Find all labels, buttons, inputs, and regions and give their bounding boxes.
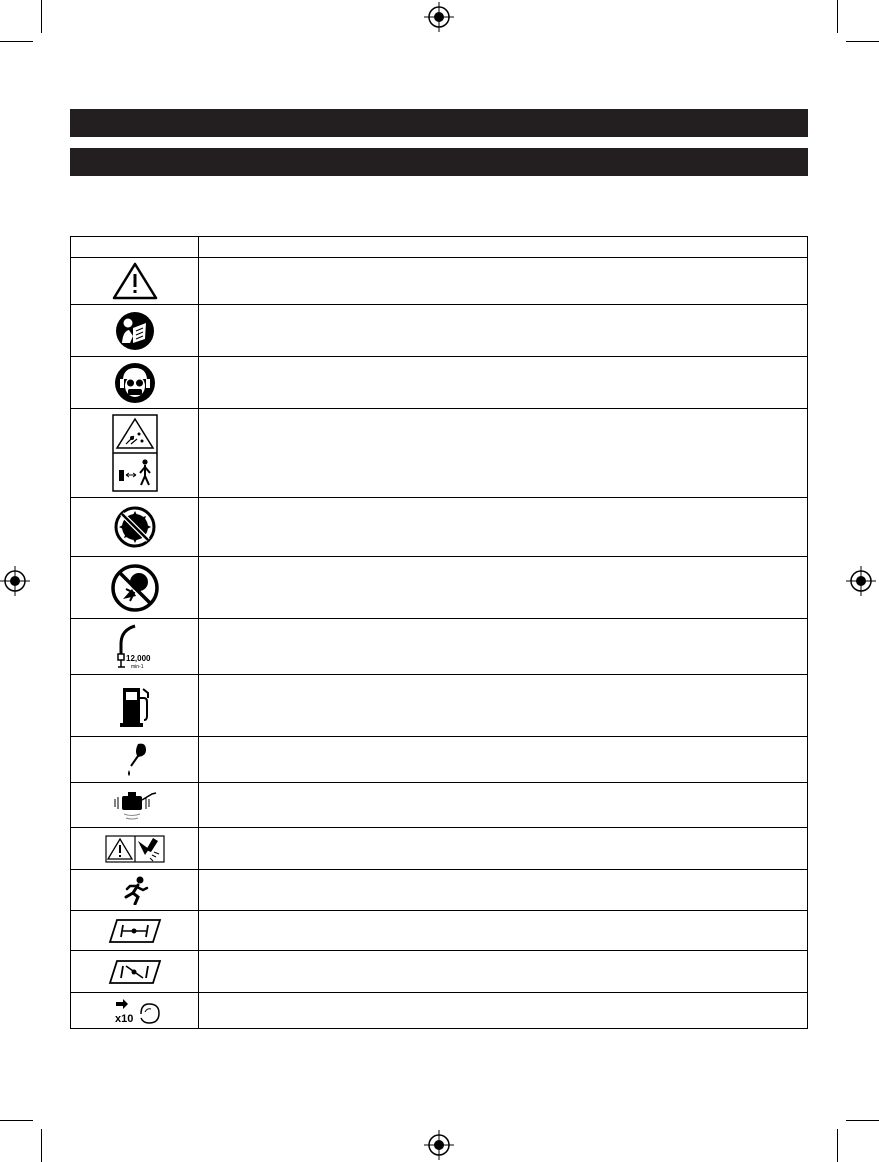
table-row [71, 951, 808, 993]
symbol-description [199, 951, 808, 993]
symbol-description [199, 305, 808, 357]
table-row [71, 557, 808, 619]
warning-triangle-icon [111, 261, 159, 301]
table-row [71, 498, 808, 557]
symbol-cell [71, 409, 199, 498]
warning-cut-hand-icon [105, 835, 165, 863]
symbol-cell [71, 305, 199, 357]
symbol-description [199, 737, 808, 783]
no-blade-icon [113, 505, 157, 549]
table-header-row [71, 237, 808, 258]
symbol-cell [71, 498, 199, 557]
wear-protection-icon [114, 362, 156, 404]
rpm-unit: min-1 [130, 663, 144, 670]
table-row [71, 675, 808, 737]
symbol-description [199, 557, 808, 619]
column-header-meaning [199, 237, 808, 258]
press-count: x10 [114, 1012, 133, 1025]
symbol-description [199, 409, 808, 498]
symbol-cell [71, 783, 199, 828]
table-row [71, 993, 808, 1029]
crop-mark [41, 1129, 42, 1162]
table-row [71, 258, 808, 305]
symbol-cell [71, 828, 199, 870]
crop-mark [0, 1120, 33, 1121]
symbol-cell [71, 951, 199, 993]
table-row [71, 305, 808, 357]
read-manual-icon [115, 311, 155, 351]
symbol-cell [71, 258, 199, 305]
symbol-description [199, 783, 808, 828]
vibration-engine-icon [112, 786, 158, 824]
oil-drop-icon [120, 740, 150, 780]
crop-mark [837, 0, 838, 33]
table-row [71, 737, 808, 783]
symbol-cell [71, 870, 199, 911]
symbol-cell [71, 911, 199, 951]
subsection-title-bar [70, 148, 808, 176]
primer-bulb-icon [107, 996, 163, 1026]
registration-mark-icon [0, 566, 30, 596]
table-row [71, 357, 808, 409]
table-row [71, 911, 808, 951]
table-row [71, 870, 808, 911]
table-row [71, 828, 808, 870]
symbol-description [199, 675, 808, 737]
symbol-cell [71, 619, 199, 675]
column-header-symbol [71, 237, 199, 258]
registration-mark-icon [424, 2, 454, 32]
symbol-description [199, 993, 808, 1029]
table-row [71, 619, 808, 675]
symbol-description [199, 828, 808, 870]
crop-mark [0, 41, 33, 42]
symbol-cell [71, 737, 199, 783]
symbol-description [199, 619, 808, 675]
choke-closed-icon [108, 959, 162, 985]
table-row [71, 783, 808, 828]
symbol-description [199, 911, 808, 951]
rpm-speed-icon [111, 624, 159, 670]
running-person-icon [120, 875, 150, 905]
rpm-value: 12,000 [125, 653, 150, 663]
crop-mark [846, 1120, 879, 1121]
thrown-objects-keep-distance-icon [112, 414, 158, 492]
symbol-cell [71, 675, 199, 737]
symbol-description [199, 357, 808, 409]
symbol-description [199, 258, 808, 305]
symbol-cell [71, 993, 199, 1029]
crop-mark [846, 41, 879, 42]
symbol-cell [71, 357, 199, 409]
choke-open-icon [108, 918, 162, 944]
fuel-pump-icon [117, 684, 153, 728]
symbol-description [199, 870, 808, 911]
symbols-table [70, 236, 808, 1029]
symbol-cell [71, 557, 199, 619]
registration-mark-icon [424, 1130, 454, 1160]
crop-mark [837, 1129, 838, 1162]
symbol-description [199, 498, 808, 557]
section-title-bar [70, 109, 808, 137]
no-brush-cutter-blade-icon [110, 563, 160, 613]
registration-mark-icon [846, 566, 876, 596]
crop-mark [41, 0, 42, 33]
table-row [71, 409, 808, 498]
